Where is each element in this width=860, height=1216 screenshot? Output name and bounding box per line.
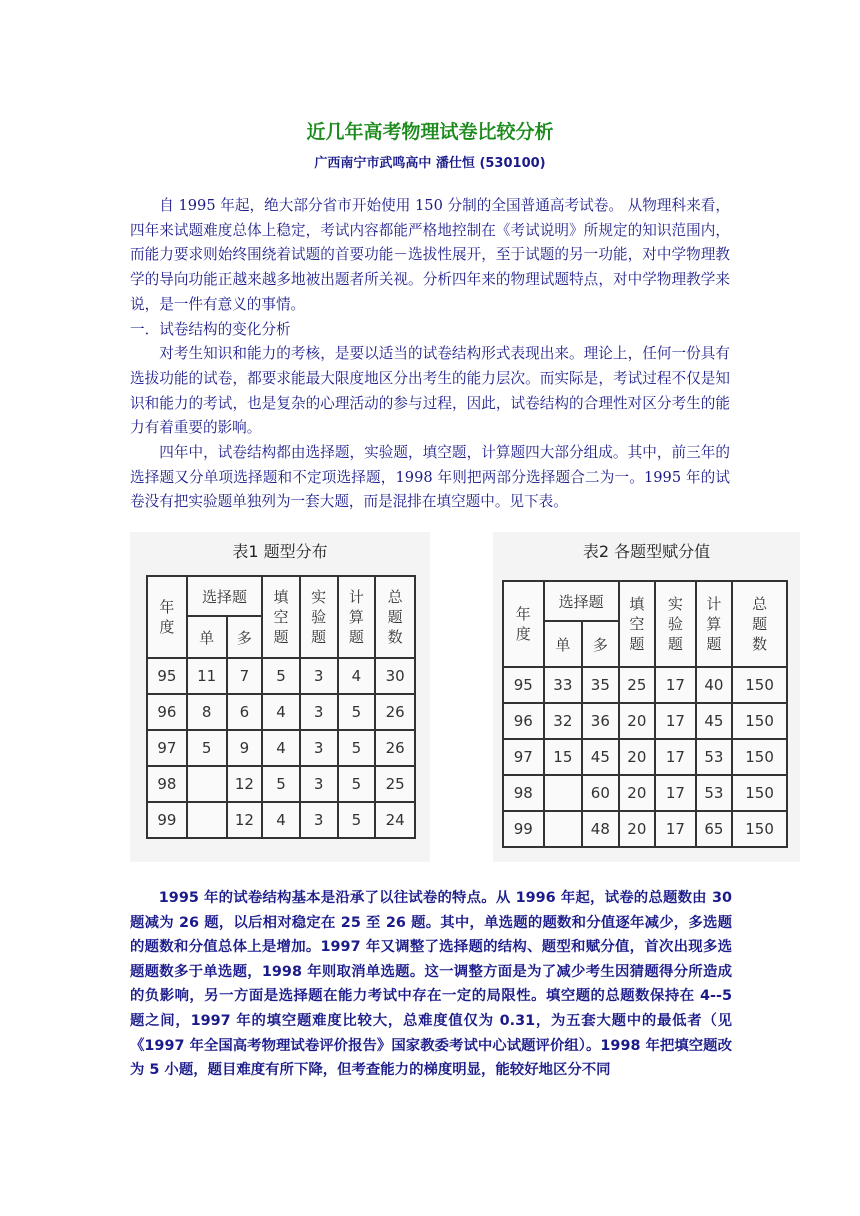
header-fill: 填 空 题 [262, 576, 300, 658]
header-single: 单 [544, 621, 583, 667]
header-calc: 计 算 题 [696, 581, 733, 667]
header-total: 总 题 数 [375, 576, 415, 658]
intro-text [130, 194, 730, 515]
header-total: 总 题 数 [732, 581, 787, 667]
table-row: 95 11 7 5 3 4 30 [147, 658, 415, 694]
page-title: 近几年高考物理试卷比较分析 [306, 121, 554, 143]
header-choice: 选择题 [187, 576, 262, 616]
header-fill: 填 空 题 [619, 581, 656, 667]
table-row: 96 8 6 4 3 5 26 [147, 694, 415, 730]
table1-grid [146, 575, 416, 839]
table-row: 98 12 5 3 5 25 [147, 766, 415, 802]
paragraph: 四年中，试卷结构都由选择题，实验题，填空题，计算题四大部分组成。其中，前三年的选择题又分单项选择题和不定项选择题，1998 年则把两部分选择题合二为一。1995 年的试卷没有把实验题单独列为一套大题，而是混排在填空题中。见下表。 [130, 444, 730, 511]
table-row: 96 32 36 20 17 45 150 [503, 703, 787, 739]
table-row: 99 48 20 17 65 150 [503, 811, 787, 847]
header-multi: 多 [227, 616, 263, 658]
paragraph: 对考生知识和能力的考核，是要以适当的试卷结构形式表现出来。理论上，任何一份具有选拔功能的试卷，都要求能最大限度地区分出考生的能力层次。而实际是，考试过程不仅是知识和能力的考试，也是复杂的心理活动的参与过程，因此，试卷结构的合理性对区分考生的能力有着重要的影响。 [130, 345, 730, 437]
header-year: 年 度 [147, 576, 187, 658]
table-row: 97 5 9 4 3 5 26 [147, 730, 415, 766]
header-experiment: 实 验 题 [655, 581, 696, 667]
author-line: 广西南宁市武鸣高中 潘仕恒 (530100) [314, 156, 546, 171]
table1-image [130, 532, 430, 862]
analysis-text [130, 886, 732, 1083]
section-heading: 一．试卷结构的变化分析 [130, 320, 291, 338]
table-row: 98 60 20 17 53 150 [503, 775, 787, 811]
table-row: 95 33 35 25 17 40 150 [503, 667, 787, 703]
header-year: 年 度 [503, 581, 544, 667]
table2-grid [502, 580, 788, 848]
paragraph: 1995 年的试卷结构基本是沿承了以往试卷的特点。从 1996 年起，试卷的总题数由 30 题减为 26 题，以后相对稳定在 25 至 26 题。其中，单选题的题数和分值逐年减少，多选题的题数和分值总体上是增加。1997 年又调整了选择题的结构、题型和赋分值，首次出现多选题题数多于单选题，1998 年则取消单选题。这一调整方面是为了减少考生因猜题得分所造成的负影响，另一方面是选择题在能力考试中存在一定的局限性。填空题的总题数保持在 4--5 题之间，1997 年的填空题难度比较大，总难度值仅为 0.31，为五套大题中的最低者（见《1997 年全国高考物理试卷评价报告》国家教委考试中心试题评价组）。1998 年把填空题改为 5 小题，题目难度有所下降，但考查能力的梯度明显，能较好地区分不同 [130, 890, 732, 1079]
header-multi: 多 [582, 621, 619, 667]
header-experiment: 实 验 题 [300, 576, 338, 658]
header-single: 单 [187, 616, 227, 658]
table2-image [493, 532, 800, 862]
table1-caption: 表1 题型分布 [232, 542, 328, 561]
table2-caption: 表2 各题型赋分值 [582, 542, 711, 561]
table-row: 97 15 45 20 17 53 150 [503, 739, 787, 775]
header-choice: 选择题 [544, 581, 619, 621]
header-calc: 计 算 题 [338, 576, 376, 658]
paragraph: 自 1995 年起，绝大部分省市开始使用 150 分制的全国普通高考试卷。 从物理科来看，四年来试题难度总体上稳定，考试内容都能严格地控制在《考试说明》所规定的知识范围内，而能力要求则始终围绕着试题的首要功能－选拔性展开，至于试题的另一功能，对中学物理教学的导向功能正越来越多地被出题者所关视。分析四年来的物理试题特点，对中学物理教学来说，是一件有意义的事情。 [130, 197, 730, 313]
table-row: 99 12 4 3 5 24 [147, 802, 415, 838]
